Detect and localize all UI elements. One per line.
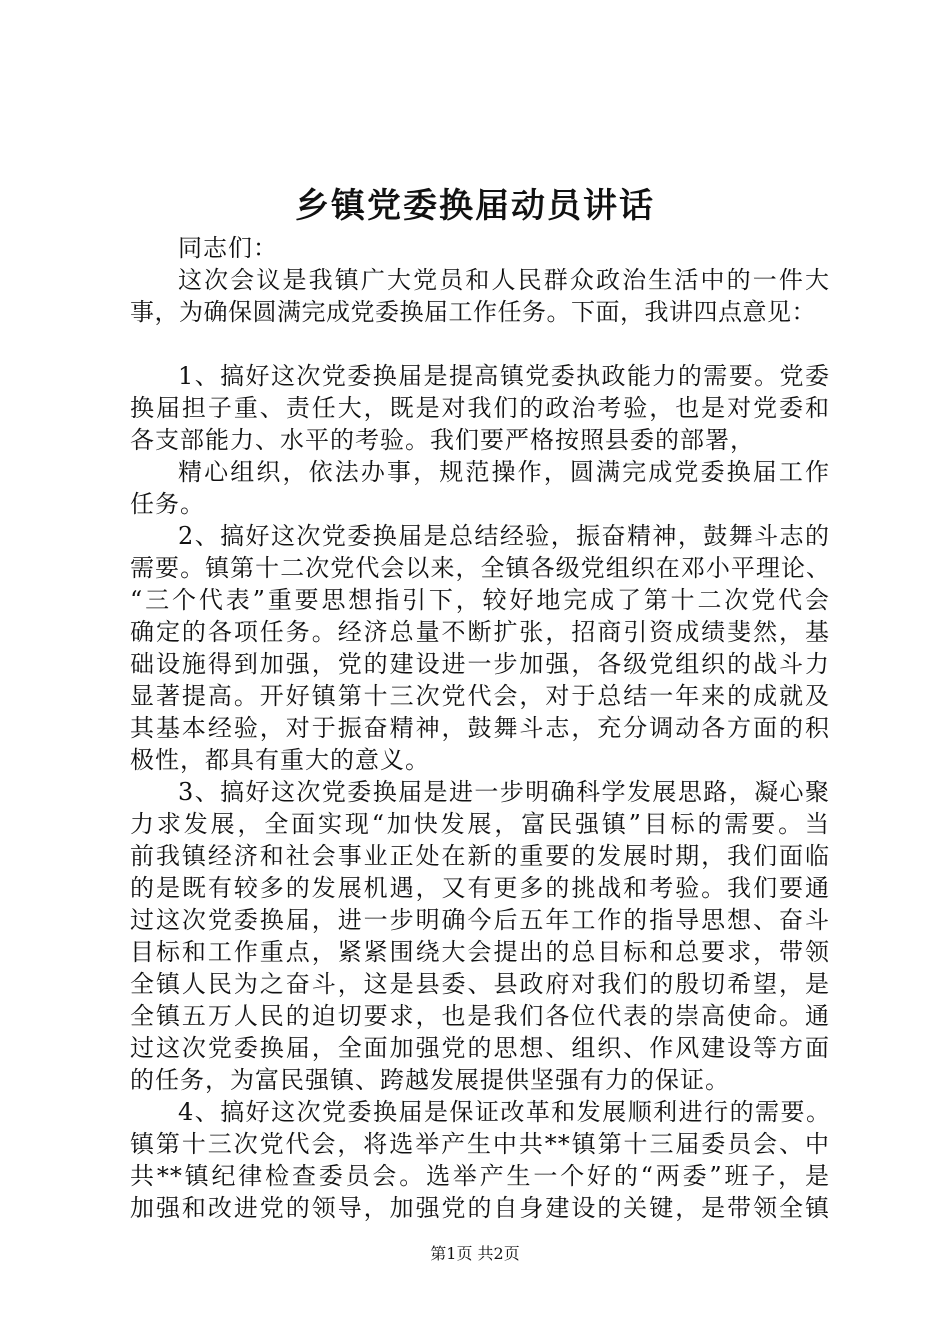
page-footer: 第1页 共2页 [430, 1244, 520, 1263]
paragraph-line: 精心组织，依法办事，规范操作，圆满完成党委换届工作 [178, 458, 830, 486]
paragraph-line: 的是既有较多的发展机遇，又有更多的挑战和考验。我们要通 [130, 874, 830, 902]
paragraph-line: 换届担子重、责任大，既是对我们的政治考验，也是对党委和 [130, 394, 830, 422]
paragraph-line: 力求发展，全面实现“加快发展，富民强镇”目标的需要。当 [130, 810, 830, 838]
paragraph-line: 全镇人民为之奋斗，这是县委、县政府对我们的殷切希望，是 [130, 970, 830, 998]
paragraph-line: 任务。 [130, 490, 205, 518]
paragraph-line: 极性，都具有重大的意义。 [130, 746, 430, 774]
paragraph-gap [130, 328, 830, 360]
paragraph-line: 共**镇纪律检查委员会。选举产生一个好的“两委”班子，是 [130, 1162, 830, 1190]
paragraph-line: 事，为确保圆满完成党委换届工作任务。下面，我讲四点意见： [130, 298, 816, 326]
paragraph-line: 全镇五万人民的迫切要求，也是我们各位代表的崇高使命。通 [130, 1002, 830, 1030]
document-body [130, 232, 830, 1224]
paragraph-line: 的任务，为富民强镇、跨越发展提供坚强有力的保证。 [130, 1066, 730, 1094]
paragraph-line: 3、搞好这次党委换届是进一步明确科学发展思路，凝心聚 [178, 778, 830, 806]
paragraph-line: 2、搞好这次党委换届是总结经验，振奋精神，鼓舞斗志的 [178, 522, 830, 550]
paragraph-line: 4、搞好这次党委换届是保证改革和发展顺利进行的需要。 [178, 1098, 830, 1126]
paragraph-line: 显著提高。开好镇第十三次党代会，对于总结一年来的成就及 [130, 682, 830, 710]
paragraph-line: 过这次党委换届，进一步明确今后五年工作的指导思想、奋斗 [130, 906, 830, 934]
document-title: 乡镇党委换届动员讲话 [295, 186, 655, 226]
paragraph-line: 其基本经验，对于振奋精神，鼓舞斗志，充分调动各方面的积 [130, 714, 830, 742]
paragraph-line: 前我镇经济和社会事业正处在新的重要的发展时期，我们面临 [130, 842, 830, 870]
paragraph-line: 镇第十三次党代会，将选举产生中共**镇第十三届委员会、中 [130, 1130, 830, 1158]
paragraph-line: “三个代表”重要思想指引下，较好地完成了第十二次党代会 [130, 586, 830, 614]
paragraph-line: 1、搞好这次党委换届是提高镇党委执政能力的需要。党委 [178, 362, 830, 390]
paragraph-line: 础设施得到加强，党的建设进一步加强，各级党组织的战斗力 [130, 650, 830, 678]
paragraph-line: 确定的各项任务。经济总量不断扩张，招商引资成绩斐然，基 [130, 618, 830, 646]
paragraph-line: 过这次党委换届，全面加强党的思想、组织、作风建设等方面 [130, 1034, 830, 1062]
paragraph-line: 目标和工作重点，紧紧围绕大会提出的总目标和总要求，带领 [130, 938, 830, 966]
paragraph-line: 需要。镇第十二次党代会以来，全镇各级党组织在邓小平理论、 [130, 554, 830, 582]
paragraph-line: 加强和改进党的领导，加强党的自身建设的关键，是带领全镇 [130, 1194, 830, 1222]
paragraph-line: 这次会议是我镇广大党员和人民群众政治生活中的一件大 [178, 266, 830, 294]
paragraph-line: 各支部能力、水平的考验。我们要严格按照县委的部署， [130, 426, 755, 454]
salutation: 同志们： [178, 234, 278, 262]
